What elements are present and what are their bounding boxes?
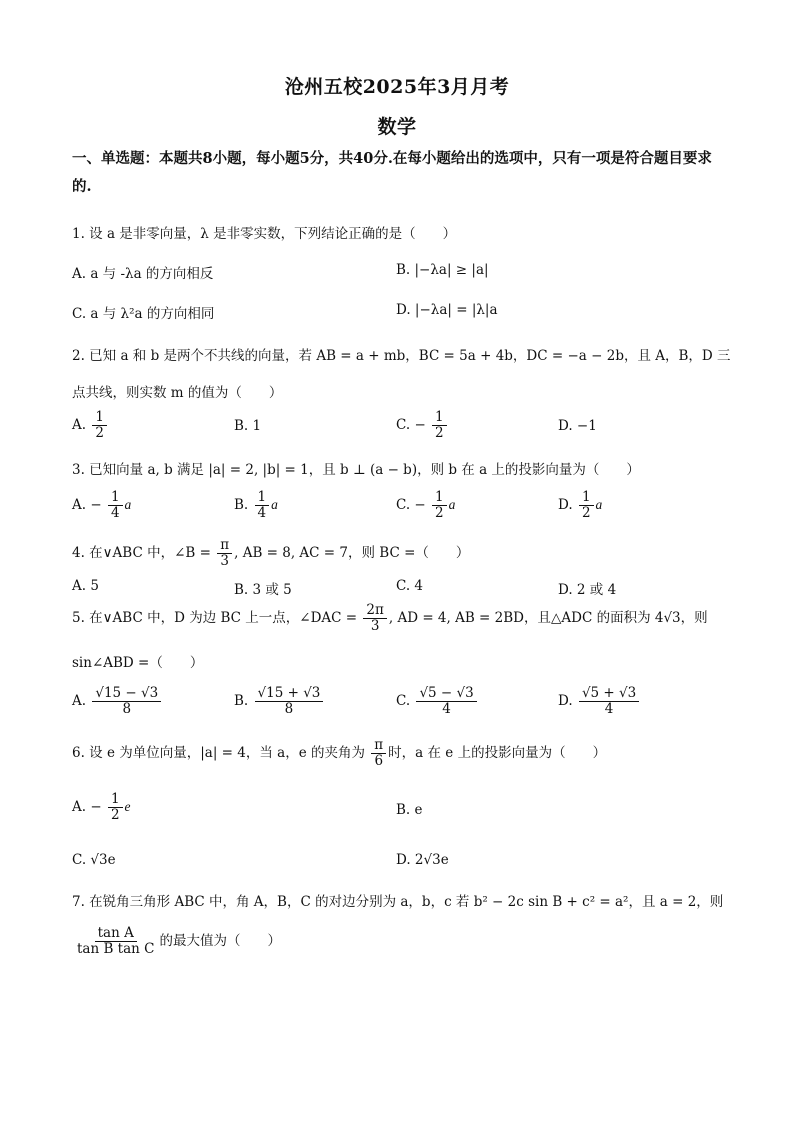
- question-6-stem: [72, 738, 732, 769]
- fraction: [363, 603, 386, 634]
- minus-sign: −: [414, 417, 426, 433]
- question-2-option-d: D. −1: [558, 418, 597, 434]
- option-c-label: C.: [396, 417, 411, 433]
- numerator: √15 − √3: [92, 686, 161, 702]
- question-2-option-a: [72, 410, 109, 441]
- question-7-stem-line2: [72, 926, 732, 957]
- fraction: [108, 792, 123, 823]
- numerator: 1: [108, 490, 123, 506]
- denominator: 2: [435, 505, 444, 521]
- fraction: [416, 686, 476, 717]
- numerator: 1: [579, 490, 594, 506]
- question-2-stem-line1: 2. 已知 a 和 b 是两个不共线的向量，若 AB = a + mb，BC = 5a + 4b，DC = −a − 2b，且 A，B，D 三: [72, 348, 731, 364]
- question-1-option-b: B. |−λa| ≥ |a|: [396, 262, 489, 278]
- question-1-option-c: C. a 与 λ²a 的方向相同: [72, 306, 215, 322]
- question-2-option-b: B. 1: [234, 418, 262, 434]
- option-a-label: A.: [72, 417, 87, 433]
- denominator: 3: [370, 618, 380, 634]
- stem-text: 时，a 在 e 上的投影向量为（ ）: [388, 745, 607, 761]
- exam-title: 沧州五校2025年3月月考: [284, 76, 510, 98]
- denominator: 4: [257, 505, 267, 521]
- question-1-option-a: A. a 与 -λa 的方向相反: [72, 266, 214, 282]
- stem-text: 5. 在∨ABC 中，D 为边 BC 上一点，∠DAC =: [72, 610, 358, 626]
- question-6-option-b: B. e: [396, 802, 423, 818]
- numerator: √15 + √3: [255, 686, 324, 702]
- fraction: [579, 490, 594, 521]
- fraction: [108, 490, 123, 521]
- question-4-option-d: D. 2 或 4: [558, 582, 617, 598]
- vector-variable: e: [124, 799, 131, 814]
- denominator: 2: [110, 807, 120, 823]
- fraction: [255, 686, 324, 717]
- vector-variable: a: [124, 497, 132, 512]
- denominator: 2: [435, 425, 444, 441]
- denominator: 2: [581, 505, 591, 521]
- fraction: [217, 538, 232, 569]
- denominator: 8: [122, 701, 132, 717]
- denominator: 4: [110, 505, 120, 521]
- numerator: 1: [255, 490, 270, 506]
- fraction: [92, 410, 107, 441]
- fraction: [432, 490, 447, 521]
- denominator: 8: [284, 701, 294, 717]
- numerator: 1: [432, 490, 447, 506]
- question-6-option-a: [72, 792, 131, 823]
- option-label: A.: [72, 693, 87, 709]
- numerator: π: [217, 538, 232, 554]
- numerator: √5 − √3: [416, 686, 476, 702]
- question-5-option-a: [72, 686, 163, 717]
- numerator: 2π: [363, 603, 386, 619]
- question-3-option-d: [558, 490, 602, 521]
- numerator: π: [371, 738, 386, 754]
- numerator: 1: [108, 792, 123, 808]
- subject-title: 数学: [377, 116, 417, 138]
- denominator: 3: [220, 553, 229, 569]
- question-5-option-c: [396, 686, 479, 717]
- question-5-option-d: [558, 686, 641, 717]
- question-3-option-c: [396, 490, 455, 521]
- vector-variable: a: [595, 497, 603, 512]
- denominator: 6: [374, 753, 384, 769]
- section-heading: 一、单选题：本题共8小题，每小题5分，共40分.在每小题给出的选项中，只有一项是符合题目要求的.: [72, 150, 712, 195]
- question-5-stem-line1: [72, 603, 732, 634]
- fraction: [371, 738, 386, 769]
- denominator: 4: [604, 701, 614, 717]
- denominator: 4: [442, 701, 451, 717]
- vector-variable: a: [448, 497, 456, 512]
- option-label: C.: [396, 693, 411, 709]
- stem-text: , AD = 4, AB = 2BD，且△ADC 的面积为 4√3，则: [388, 610, 708, 626]
- denominator: 2: [95, 425, 104, 441]
- option-label: D.: [558, 693, 573, 709]
- fraction: [432, 410, 447, 441]
- fraction: [74, 926, 157, 957]
- question-4-option-a: A. 5: [72, 578, 99, 594]
- question-6-option-d: D. 2√3e: [396, 852, 449, 868]
- fraction: [579, 686, 639, 717]
- question-3-option-a: [72, 490, 131, 521]
- option-label: A. −: [72, 497, 102, 513]
- stem-text: 的最大值为（ ）: [159, 933, 281, 949]
- stem-text: 6. 设 e 为单位向量，|a| = 4，当 a，e 的夹角为: [72, 745, 365, 761]
- stem-text: 4. 在∨ABC 中，∠B =: [72, 545, 211, 561]
- question-3-stem: 3. 已知向量 a, b 满足 |a| = 2, |b| = 1，且 b ⊥ (a − b)，则 b 在 a 上的投影向量为（ ）: [72, 462, 640, 478]
- question-5-stem-line2: sin∠ABD =（ ）: [72, 655, 204, 671]
- option-label: C. −: [396, 497, 426, 513]
- option-label: A. −: [72, 799, 102, 815]
- question-2-option-c: [396, 410, 449, 441]
- question-4-option-c: C. 4: [396, 578, 424, 594]
- option-label: B.: [234, 497, 249, 513]
- numerator: 1: [432, 410, 447, 426]
- stem-text: , AB = 8, AC = 7，则 BC =（ ）: [234, 545, 470, 561]
- question-6-option-c: C. √3e: [72, 852, 116, 868]
- fraction: [255, 490, 270, 521]
- question-1-option-d: D. |−λa| = |λ|a: [396, 302, 498, 318]
- numerator: 1: [92, 410, 107, 426]
- option-label: D.: [558, 497, 573, 513]
- question-2-stem-line2: 点共线，则实数 m 的值为（ ）: [72, 385, 283, 401]
- fraction: [92, 686, 161, 717]
- question-1-stem: 1. 设 a 是非零向量，λ 是非零实数，下列结论正确的是（ ）: [72, 226, 457, 242]
- vector-variable: a: [271, 497, 278, 512]
- question-7-stem-line1: 7. 在锐角三角形 ABC 中，角 A，B，C 的对边分别为 a，b，c 若 b² − 2c sin B + c² = a²，且 a = 2，则: [72, 894, 724, 910]
- question-4-stem: [72, 538, 732, 569]
- option-label: B.: [234, 693, 249, 709]
- numerator: √5 + √3: [579, 686, 639, 702]
- question-3-option-b: [234, 490, 278, 521]
- question-4-option-b: B. 3 或 5: [234, 582, 292, 598]
- numerator: tan A: [95, 926, 137, 942]
- denominator: tan B tan C: [77, 941, 155, 957]
- question-5-option-b: [234, 686, 325, 717]
